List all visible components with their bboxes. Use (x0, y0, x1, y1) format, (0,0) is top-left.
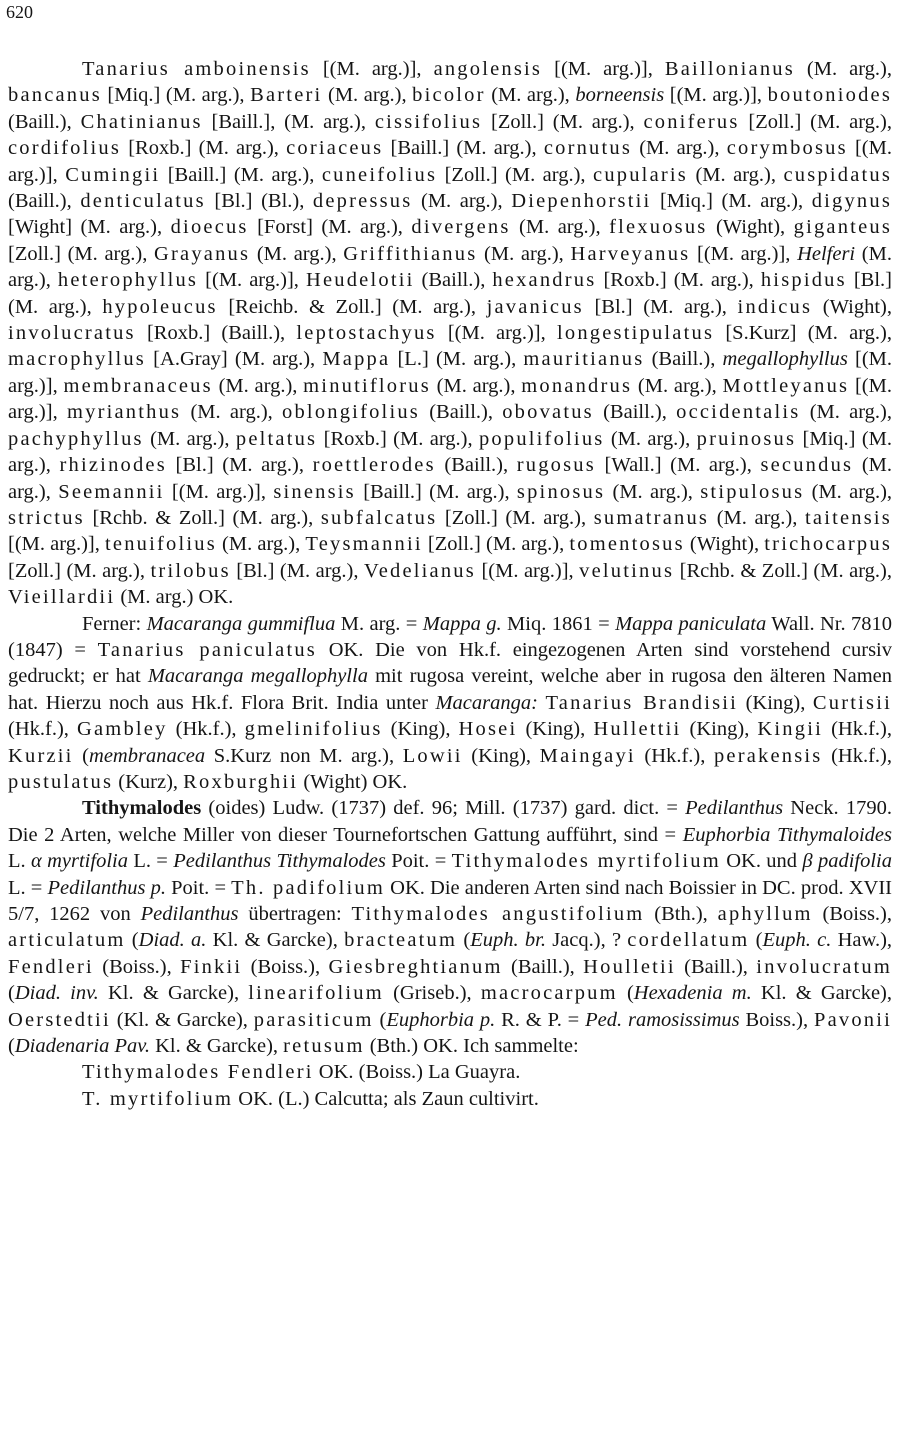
taxon-name: dioecus (170, 216, 249, 239)
text-run: [Zoll.] (M. arg.), (482, 110, 644, 133)
text-run: [(M. arg.)], (8, 348, 893, 397)
taxon-name: strictus (8, 506, 85, 529)
text-run: (M. arg.), (605, 480, 701, 503)
taxon-name: heterophyllus (57, 269, 199, 292)
text-run: (King), (738, 691, 813, 714)
taxon-name: Teysmannii (305, 533, 423, 556)
text-run: [(M. arg.)], (8, 533, 106, 556)
text-run: (Wight), (684, 533, 765, 556)
italic-name: Euphorbia p. (386, 1008, 496, 1031)
text-run: (M. arg.), (632, 137, 727, 160)
text-run: ( (8, 982, 15, 1005)
text-run: (Hk.f.), (167, 718, 245, 741)
taxon-name: Finkii (180, 955, 243, 978)
text-run: OK. (Boiss.) La Guayra. (313, 1061, 521, 1084)
italic-name: Macaranga megallophylla (147, 665, 368, 688)
text-run: (M. arg.), (485, 84, 576, 107)
taxon-name: Barteri (250, 84, 323, 107)
text-run: (Boiss.), (242, 955, 329, 978)
text-run: Ferner: (82, 612, 147, 635)
text-run: ( (73, 744, 90, 767)
text-run: (M. arg.), (794, 58, 892, 80)
text-run: (oides) Ludw. (1737) def. 96; Mill. (1737) gard. dict. = (201, 797, 686, 820)
text-run: ( (125, 929, 139, 952)
text-run: [Zoll.] (M. arg.), (8, 559, 151, 582)
text-run: (M. arg.), (212, 374, 304, 397)
taxon-name: divergens (411, 216, 511, 239)
text-run: (King), (382, 718, 459, 741)
taxon-name: macrocarpum (480, 982, 618, 1005)
taxon-name: Tithymalodes angustifolium (351, 903, 645, 925)
taxon-name: Heudelotii (305, 269, 415, 292)
collected-line-2 (8, 1086, 892, 1112)
text-run: [Miq.] (M. arg.), (101, 84, 251, 107)
taxon-name: indicus (737, 295, 813, 318)
taxon-name: Vieillardii (8, 586, 116, 609)
text-run: [Rchb. & Zoll.] (M. arg.), (84, 506, 321, 529)
genus-heading: Tithymalodes (82, 797, 202, 820)
text-run: übertragen: (238, 903, 352, 925)
text-run: (Boiss.), (812, 903, 892, 925)
taxon-name: subfalcatus (320, 506, 438, 529)
text-run: [Miq.] (M. arg.), (651, 190, 812, 213)
text-run: (M. arg.), (477, 242, 571, 265)
taxon-name: cornutus (543, 137, 633, 160)
italic-name: β padifolia (802, 850, 892, 873)
taxon-name: Griffithianus (343, 242, 478, 265)
text-run: (M. arg.) OK. (115, 586, 234, 609)
text-run: [(M. arg.)], (542, 58, 665, 80)
taxon-name: roettlerodes (312, 454, 436, 477)
italic-name: Diad. a. (138, 929, 207, 952)
text-run: (Hk.f.), (822, 744, 892, 767)
italic-name: Mappa paniculata (615, 612, 767, 635)
page-body (8, 56, 892, 1112)
italic-name: Diad. inv. (14, 982, 99, 1005)
text-run: (Baill.), (435, 454, 517, 477)
taxon-name: digynus (811, 190, 893, 213)
taxon-name: obovatus (502, 401, 594, 424)
text-run: OK. (L.) Calcutta; als Zaun cultivirt. (233, 1087, 539, 1110)
taxon-name: javanicus (486, 295, 584, 318)
text-run: [Baill.], (M. arg.), (202, 110, 375, 133)
taxon-name: articulatum (8, 929, 126, 952)
text-run: [Bl.] (M. arg.), (8, 269, 892, 318)
taxon-name: hypoleucus (102, 295, 218, 318)
text-run: ( (749, 929, 763, 952)
text-run: [Roxb.] (M. arg.), (121, 137, 287, 160)
taxon-name: coriaceus (286, 137, 384, 160)
taxon-name: perakensis (713, 744, 823, 767)
text-run: [Zoll.] (M. arg.), (8, 242, 155, 265)
taxon-name: denticulatus (80, 190, 206, 213)
text-run: [Zoll.] (M. arg.), (422, 533, 570, 556)
text-run: ( (373, 1008, 387, 1031)
text-run: R. & P. = (495, 1008, 586, 1031)
taxon-name: Th. padifolium (231, 876, 385, 899)
taxon-name: sumatranus (593, 506, 710, 529)
taxon-name: pachyphyllus (8, 427, 144, 450)
text-run: [Roxb.] (Baill.), (135, 322, 297, 345)
text-run: M. arg. = (335, 612, 423, 635)
text-run: (M. arg.), (510, 216, 610, 239)
text-run: OK. Die von Hk.f. eingezogenen Arten sind vorstehend cursiv gedruckt; er hat (8, 638, 892, 688)
text-run: (M. arg.), (632, 374, 723, 397)
taxon-name: populifolius (478, 427, 605, 450)
taxon-name: monandrus (521, 374, 633, 397)
italic-name: Euphorbia Tithymaloides (682, 823, 892, 846)
text-run: Wall. Nr. 7810 (1847) = (8, 612, 892, 661)
italic-name: Macaranga: (435, 691, 538, 714)
italic-name: Helferi (797, 242, 856, 265)
text-run: Neck. 1790. Die 2 Arten, welche Miller von dieser Tournefortschen Gattung aufführt, sind = (8, 797, 892, 846)
taxon-name: cordellatum (627, 929, 750, 952)
taxon-name: Maingayi (539, 744, 636, 767)
text-run: ( (617, 982, 634, 1005)
text-run: (M. arg.), (143, 427, 236, 450)
text-run: [Baill.] (M. arg.), (355, 480, 517, 503)
text-run: [L.] (M. arg.), (390, 348, 524, 371)
collected-line-1 (8, 1059, 892, 1085)
text-run: [Roxb.] (M. arg.), (317, 427, 479, 450)
taxon-name: aphyllum (717, 903, 813, 925)
text-run: [Bl.] (Bl.), (205, 190, 313, 213)
taxon-name: tenuifolius (105, 533, 217, 556)
taxon-name: depressus (312, 190, 413, 213)
taxon-name: Pavonii (813, 1008, 893, 1031)
text-run: (M. arg.), (687, 163, 784, 186)
text-run: (M. arg.), (8, 242, 892, 292)
text-run: (M. arg.), (800, 401, 892, 424)
text-run: [Wight] (M. arg.), (8, 216, 171, 239)
text-run: (King), (681, 718, 758, 741)
text-run: Jacq.), ? (545, 929, 628, 952)
text-run: [Baill.] (M. arg.), (160, 163, 322, 186)
taxon-name: Baillonianus (664, 58, 795, 80)
italic-name: Pedilanthus p. (47, 876, 166, 899)
taxon-name: rugosus (516, 454, 596, 477)
text-run: OK. und (720, 850, 803, 873)
text-run: [(M. arg.)], (198, 269, 306, 292)
taxon-name: Harveyanus (570, 242, 691, 265)
taxon-name: angolensis (433, 58, 543, 80)
text-run: (Boiss.), (93, 955, 181, 978)
text-run: (Wight), (812, 295, 892, 318)
text-run: mit rugosa vereint, welche aber in rugosa den älteren Namen hat. Hierzu noch aus Hk.f. Flora Brit. India unter (8, 665, 892, 714)
text-run: [A.Gray] (M. arg.), (146, 348, 323, 371)
italic-name: Euph. br. (470, 929, 546, 952)
taxon-name: corymbosus (726, 137, 848, 160)
taxon-name: trilobus (150, 559, 231, 582)
text-run: [Baill.] (M. arg.), (383, 137, 544, 160)
tanarius-species-list (8, 56, 892, 611)
text-run: [(M. arg.)], (164, 480, 274, 503)
text-run: [(M. arg.)], (436, 322, 557, 345)
taxon-name: pruinosus (696, 427, 797, 450)
text-run: (Bth.), (644, 903, 718, 925)
taxon-name: linearifolium (248, 982, 384, 1005)
italic-name: Ped. ramosissimus (585, 1008, 740, 1031)
taxon-name: myrianthus (66, 401, 182, 424)
text-run: [Zoll.] (M. arg.), (437, 163, 594, 186)
italic-name: Diadenaria Pav. (14, 1035, 150, 1058)
taxon-name: Kingii (757, 718, 823, 741)
text-run: [(M. arg.)], (310, 58, 434, 80)
text-run: [(M. arg.)], (8, 374, 892, 424)
text-run: (Baill.), (675, 955, 757, 978)
taxon-name: pustulatus (8, 770, 114, 793)
text-run: [Rchb. & Zoll.] (M. arg.), (674, 559, 892, 582)
italic-name: Macaranga gummiflua (146, 612, 336, 635)
text-run: ( (457, 929, 471, 952)
text-run: L. = (127, 850, 174, 873)
taxon-name: Hullettii (593, 718, 682, 741)
taxon-name: taitensis (805, 506, 892, 529)
taxon-name: Houlletii (583, 955, 676, 978)
text-run: [Roxb.] (M. arg.), (596, 269, 761, 292)
taxon-name: boutoniodes (767, 84, 893, 107)
text-run: (Wight) OK. (298, 770, 408, 793)
text-run: (Kl. & Garcke), (110, 1008, 254, 1031)
taxon-name: Fendleri (8, 955, 94, 978)
taxon-name: Hosei (458, 718, 518, 741)
text-run: [Bl.] (M. arg.), (166, 454, 313, 477)
taxon-name: velutinus (579, 559, 675, 582)
italic-name: α myrtifolia (31, 850, 128, 873)
italic-name: Pedilanthus (140, 903, 239, 925)
text-run: (Baill.), (593, 401, 677, 424)
taxon-name: Mottleyanus (722, 374, 850, 397)
taxon-name: bracteatum (344, 929, 458, 952)
taxon-name: coniferus (643, 110, 740, 133)
text-run: [S.Kurz] (M. arg.), (714, 322, 893, 345)
taxon-name: T. myrtifolium (82, 1087, 234, 1110)
italic-name: Hexadenia m. (633, 982, 752, 1005)
text-run: (Hk.f.), (635, 744, 714, 767)
text-run: [Zoll.] (M. arg.), (739, 110, 893, 133)
text-run: (M. arg.), (709, 506, 805, 529)
taxon-name: Tanarius amboinensis (82, 58, 311, 80)
taxon-name: Roxburghii (183, 770, 299, 793)
taxon-name: occidentalis (676, 401, 801, 424)
taxon-name: retusum (283, 1035, 365, 1058)
text-run: [(M. arg.)], (664, 84, 768, 107)
text-run: L. (8, 850, 31, 873)
text-run: ( (8, 1035, 15, 1058)
text-run: (Baill.), (419, 401, 503, 424)
taxon-name: Diepenhorstii (511, 190, 652, 213)
text-run: (M. arg.), (412, 190, 512, 213)
text-run: Kl. & Garcke), (98, 982, 249, 1005)
taxon-name: Cumingii (65, 163, 161, 186)
text-run: (King), (462, 744, 540, 767)
text-run: L. = (8, 876, 48, 899)
text-run: [Forst] (M. arg.), (248, 216, 412, 239)
text-run: [Bl.] (M. arg.), (583, 295, 738, 318)
text-run: [Miq.] (M. arg.), (8, 427, 893, 477)
taxon-name: macrophyllus (8, 348, 146, 371)
text-run: [(M. arg.)], (690, 242, 798, 265)
taxon-name: Chatinianus (80, 110, 203, 133)
text-run: Kl. & Garcke), (751, 982, 892, 1005)
text-run: [(M. arg.)], (475, 559, 580, 582)
taxon-name: sinensis (273, 480, 356, 503)
text-run: Poit. = (385, 850, 452, 873)
italic-name: megallophyllus (722, 348, 848, 371)
taxon-name: bicolor (412, 84, 486, 107)
italic-name: Euph. c. (762, 929, 832, 952)
italic-name: Pedilanthus (685, 797, 784, 820)
text-run: (Baill.), (8, 190, 81, 213)
taxon-name: cupularis (593, 163, 688, 186)
text-run: (Baill.), (502, 955, 584, 978)
text-run: Kl. & Garcke), (206, 929, 345, 952)
text-run: [(M. arg.)], (8, 137, 892, 186)
text-run: (Hk.f.), (823, 718, 892, 741)
taxon-name: involucratus (8, 322, 136, 345)
taxon-name: Tanarius paniculatus (97, 638, 317, 661)
taxon-name: hispidus (760, 269, 847, 292)
text-run: OK. Die anderen Arten sind nach Boissier in DC. prod. XVII 5/7, 1262 von (8, 876, 892, 925)
taxon-name: Tanarius Brandisii (545, 691, 739, 714)
text-run: (Griseb.), (383, 982, 481, 1005)
text-run: (Wight), (707, 216, 794, 239)
taxon-name: trichocarpus (764, 533, 893, 556)
taxon-name: Vedelianus (363, 559, 476, 582)
italic-name: Pedilanthus Tithymalodes (173, 850, 386, 873)
taxon-name: Giesbreghtianum (328, 955, 503, 978)
text-run: (M. arg.), (181, 401, 283, 424)
text-run: (M. arg.), (250, 242, 344, 265)
taxon-name: oblongifolius (282, 401, 420, 424)
text-run: (M. arg.), (604, 427, 697, 450)
taxon-name: Tithymalodes Fendleri (82, 1061, 314, 1084)
taxon-name: Gambley (77, 718, 168, 741)
taxon-name: cissifolius (374, 110, 483, 133)
taxon-name: membranaceus (63, 374, 213, 397)
text-run: (M. arg.), (216, 533, 306, 556)
taxon-name: hexandrus (492, 269, 597, 292)
text-run: (M. arg.), (322, 84, 413, 107)
taxon-name: spinosus (516, 480, 606, 503)
tithymalodes-paragraph (8, 795, 892, 1059)
taxon-name: Tithymalodes myrtifolium (451, 850, 721, 873)
taxon-name: cuneifolius (321, 163, 438, 186)
text-run: Boiss.), (739, 1008, 814, 1031)
taxon-name: peltatus (235, 427, 318, 450)
text-run: [Bl.] (M. arg.), (230, 559, 364, 582)
taxon-name: flexuosus (609, 216, 708, 239)
taxon-name: cordifolius (8, 137, 122, 160)
taxon-name: involucratum (756, 955, 893, 978)
taxon-name: Mappa (322, 348, 391, 371)
text-run: (Baill.), (414, 269, 493, 292)
taxon-name: giganteus (793, 216, 893, 239)
italic-name: borneensis (575, 84, 665, 107)
taxon-name: stipulosus (700, 480, 805, 503)
text-run: (M. arg.), (804, 480, 893, 503)
taxon-name: gmelinifolius (244, 718, 383, 741)
text-run: (Baill.), (644, 348, 723, 371)
text-run: [Reichb. & Zoll.] (M. arg.), (217, 295, 487, 318)
text-run: (Baill.), (8, 110, 81, 133)
italic-name: Mappa g. (422, 612, 502, 635)
text-run: Kl. & Garcke), (149, 1035, 284, 1058)
taxon-name: cuspidatus (783, 163, 893, 186)
italic-name: membranacea (89, 744, 206, 767)
text-run: (M. arg.), (8, 454, 892, 503)
text-run: (Kurz), (113, 770, 184, 793)
text-run: S.Kurz non M. arg.), (205, 744, 403, 767)
ferner-paragraph (8, 611, 892, 796)
page-number: 620 (6, 2, 33, 22)
text-run: [Wall.] (M. arg.), (595, 454, 761, 477)
taxon-name: Seemannii (58, 480, 165, 503)
taxon-name: secundus (760, 454, 854, 477)
taxon-name: parasiticum (253, 1008, 374, 1031)
taxon-name: bancanus (8, 84, 102, 107)
taxon-name: Grayanus (154, 242, 251, 265)
text-run: (King), (517, 718, 594, 741)
taxon-name: mauritianus (523, 348, 645, 371)
text-run: Poit. = (165, 876, 232, 899)
taxon-name: Oerstedtii (8, 1008, 111, 1031)
taxon-name: minutiflorus (303, 374, 431, 397)
taxon-name: Lowii (402, 744, 463, 767)
text-run: [Zoll.] (M. arg.), (437, 506, 594, 529)
taxon-name: leptostachyus (296, 322, 437, 345)
text-run: (Bth.) OK. Ich sammelte: (364, 1035, 579, 1058)
taxon-name: rhizinodes (59, 454, 167, 477)
taxon-name: Kurzii (8, 744, 74, 767)
text-run: Miq. 1861 = (501, 612, 616, 635)
text-run: (M. arg.), (430, 374, 522, 397)
taxon-name: Curtisii (812, 691, 893, 714)
text-run: (Hk.f.), (8, 718, 77, 741)
taxon-name: longestipulatus (556, 322, 715, 345)
text-run: Haw.), (831, 929, 893, 952)
taxon-name: tomentosus (569, 533, 685, 556)
